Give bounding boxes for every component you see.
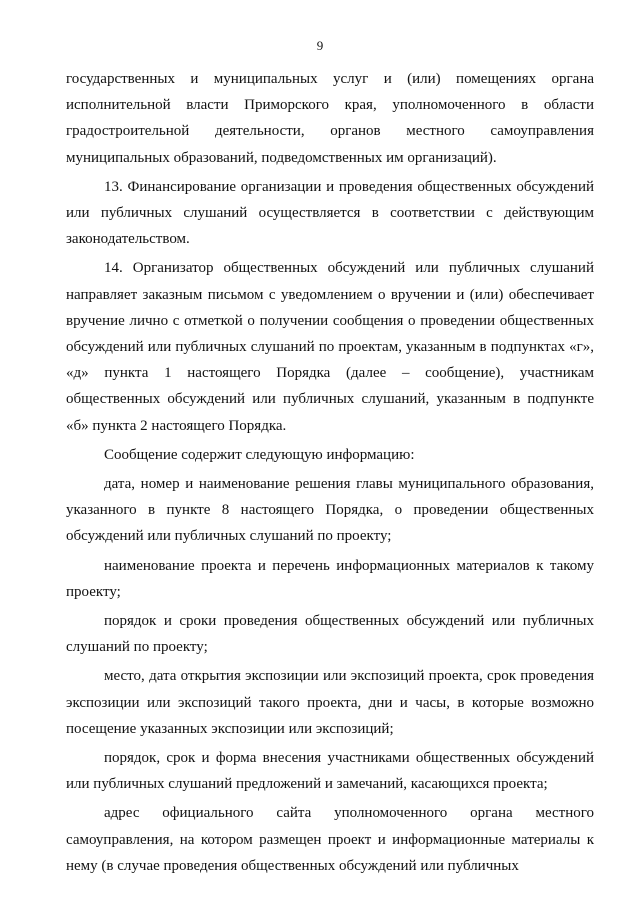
- paragraph-message-intro: Сообщение содержит следующую информацию:: [104, 446, 415, 463]
- paragraph-item-13: 13. Финансирование организации и проведения общественных обсуждений или публичных слушаний осуществляется в соответствии с действующим законодательством.: [66, 178, 594, 248]
- page-number: 9: [316, 38, 324, 53]
- paragraph-continuation: государственных и муниципальных услуг и (или) помещениях органа исполнительной власти Приморского края, уполномоченного в области градостроительной деятельности, органов местного самоуправления муниципальных образований, подведомственных им организаций).: [66, 71, 594, 166]
- paragraph-item-14: 14. Организатор общественных обсуждений или публичных слушаний направляет заказным письмом с уведомлением о вручении и (или) обеспечивает вручение лично с отметкой о получении сообщения о проведении общественных обсуждений или публичных слушаний по проектам, указанным в подпунктах «г», «д» пункта 1 настоящего Порядка (далее – сообщение), участникам общественных обсуждений или публичных слушаний, указанным в подпункте «б» пункта 2 настоящего Порядка.: [66, 260, 594, 434]
- list-item-procedure-terms: порядок и сроки проведения общественных обсуждений или публичных слушаний по проекту;: [66, 613, 594, 656]
- list-item-decision-details: дата, номер и наименование решения главы муниципального образования, указанного в пункте 8 настоящего Порядка, о проведении общественных обсуждений или публичных слушаний по проекту;: [66, 476, 594, 545]
- list-item-project-name: наименование проекта и перечень информационных материалов к такому проекту;: [66, 557, 594, 600]
- list-item-exposition: место, дата открытия экспозиции или экспозиций проекта, срок проведения экспозиции или экспозиций такого проекта, дни и часы, в которые возможно посещение указанных экспозиции или экспозиций;: [66, 668, 594, 737]
- list-item-proposals: порядок, срок и форма внесения участниками общественных обсуждений или публичных слушаний предложений и замечаний, касающихся проекта;: [66, 750, 594, 793]
- list-item-website: адрес официального сайта уполномоченного органа местного самоуправления, на котором размещен проект и информационные материалы к нему (в случае проведения общественных обсуждений или публичных: [66, 805, 594, 874]
- document-body: [66, 66, 594, 879]
